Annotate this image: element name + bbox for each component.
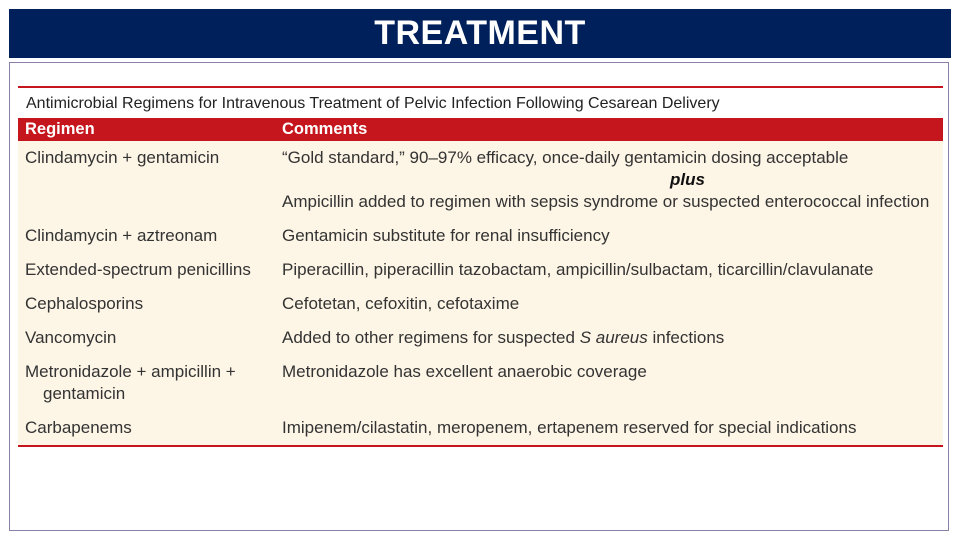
comment-extra-text: Ampicillin added to regimen with sepsis syndrome or suspected enterococcal infection [282, 192, 930, 211]
regimen-cell: Vancomycin [25, 328, 117, 347]
regimen-cell: Carbapenems [25, 418, 132, 437]
table-caption: Antimicrobial Regimens for Intravenous Treatment of Pelvic Infection Following Cesarean Delivery [18, 88, 943, 118]
plus-label: plus [670, 170, 705, 189]
table-row [18, 411, 943, 445]
regimen-cell: Clindamycin + aztreonam [25, 226, 218, 245]
regimen-cell [18, 355, 276, 411]
comment-cell: Piperacillin, piperacillin tazobactam, ampicillin/sulbactam, ticarcillin/clavulanate [282, 260, 874, 279]
comment-text: infections [647, 328, 725, 347]
slide-title-text: TREATMENT [374, 14, 586, 52]
header-regimen: Regimen [25, 120, 95, 138]
regimen-cell: Cephalosporins [25, 294, 144, 313]
regimen-cell: Extended-spectrum penicillins [25, 260, 251, 279]
regimen-cell: Clindamycin + gentamicin [25, 148, 220, 167]
table-row [18, 253, 943, 287]
slide-title [9, 9, 951, 58]
regimen-table [18, 86, 943, 447]
table-header [18, 118, 943, 141]
comment-cell [276, 141, 943, 219]
table-row [18, 219, 943, 253]
comment-text: “Gold standard,” 90–97% efficacy, once-daily gentamicin dosing acceptable [282, 148, 849, 167]
table-row [18, 141, 943, 219]
regimen-line: Metronidazole + ampicillin + [25, 362, 236, 381]
comment-cell: Cefotetan, cefoxitin, cefotaxime [282, 294, 520, 313]
comment-cell: Gentamicin substitute for renal insufficiency [282, 226, 610, 245]
comment-cell [276, 321, 943, 355]
comment-cell: Metronidazole has excellent anaerobic coverage [282, 362, 647, 381]
header-comments: Comments [282, 120, 368, 138]
table-row [18, 321, 943, 355]
table-row [18, 287, 943, 321]
organism-name: S aureus [579, 328, 648, 347]
table-row [18, 355, 943, 411]
comment-cell: Imipenem/cilastatin, meropenem, ertapenem reserved for special indications [282, 418, 857, 437]
regimen-line: gentamicin [43, 384, 126, 403]
comment-text: Added to other regimens for suspected [282, 328, 580, 347]
